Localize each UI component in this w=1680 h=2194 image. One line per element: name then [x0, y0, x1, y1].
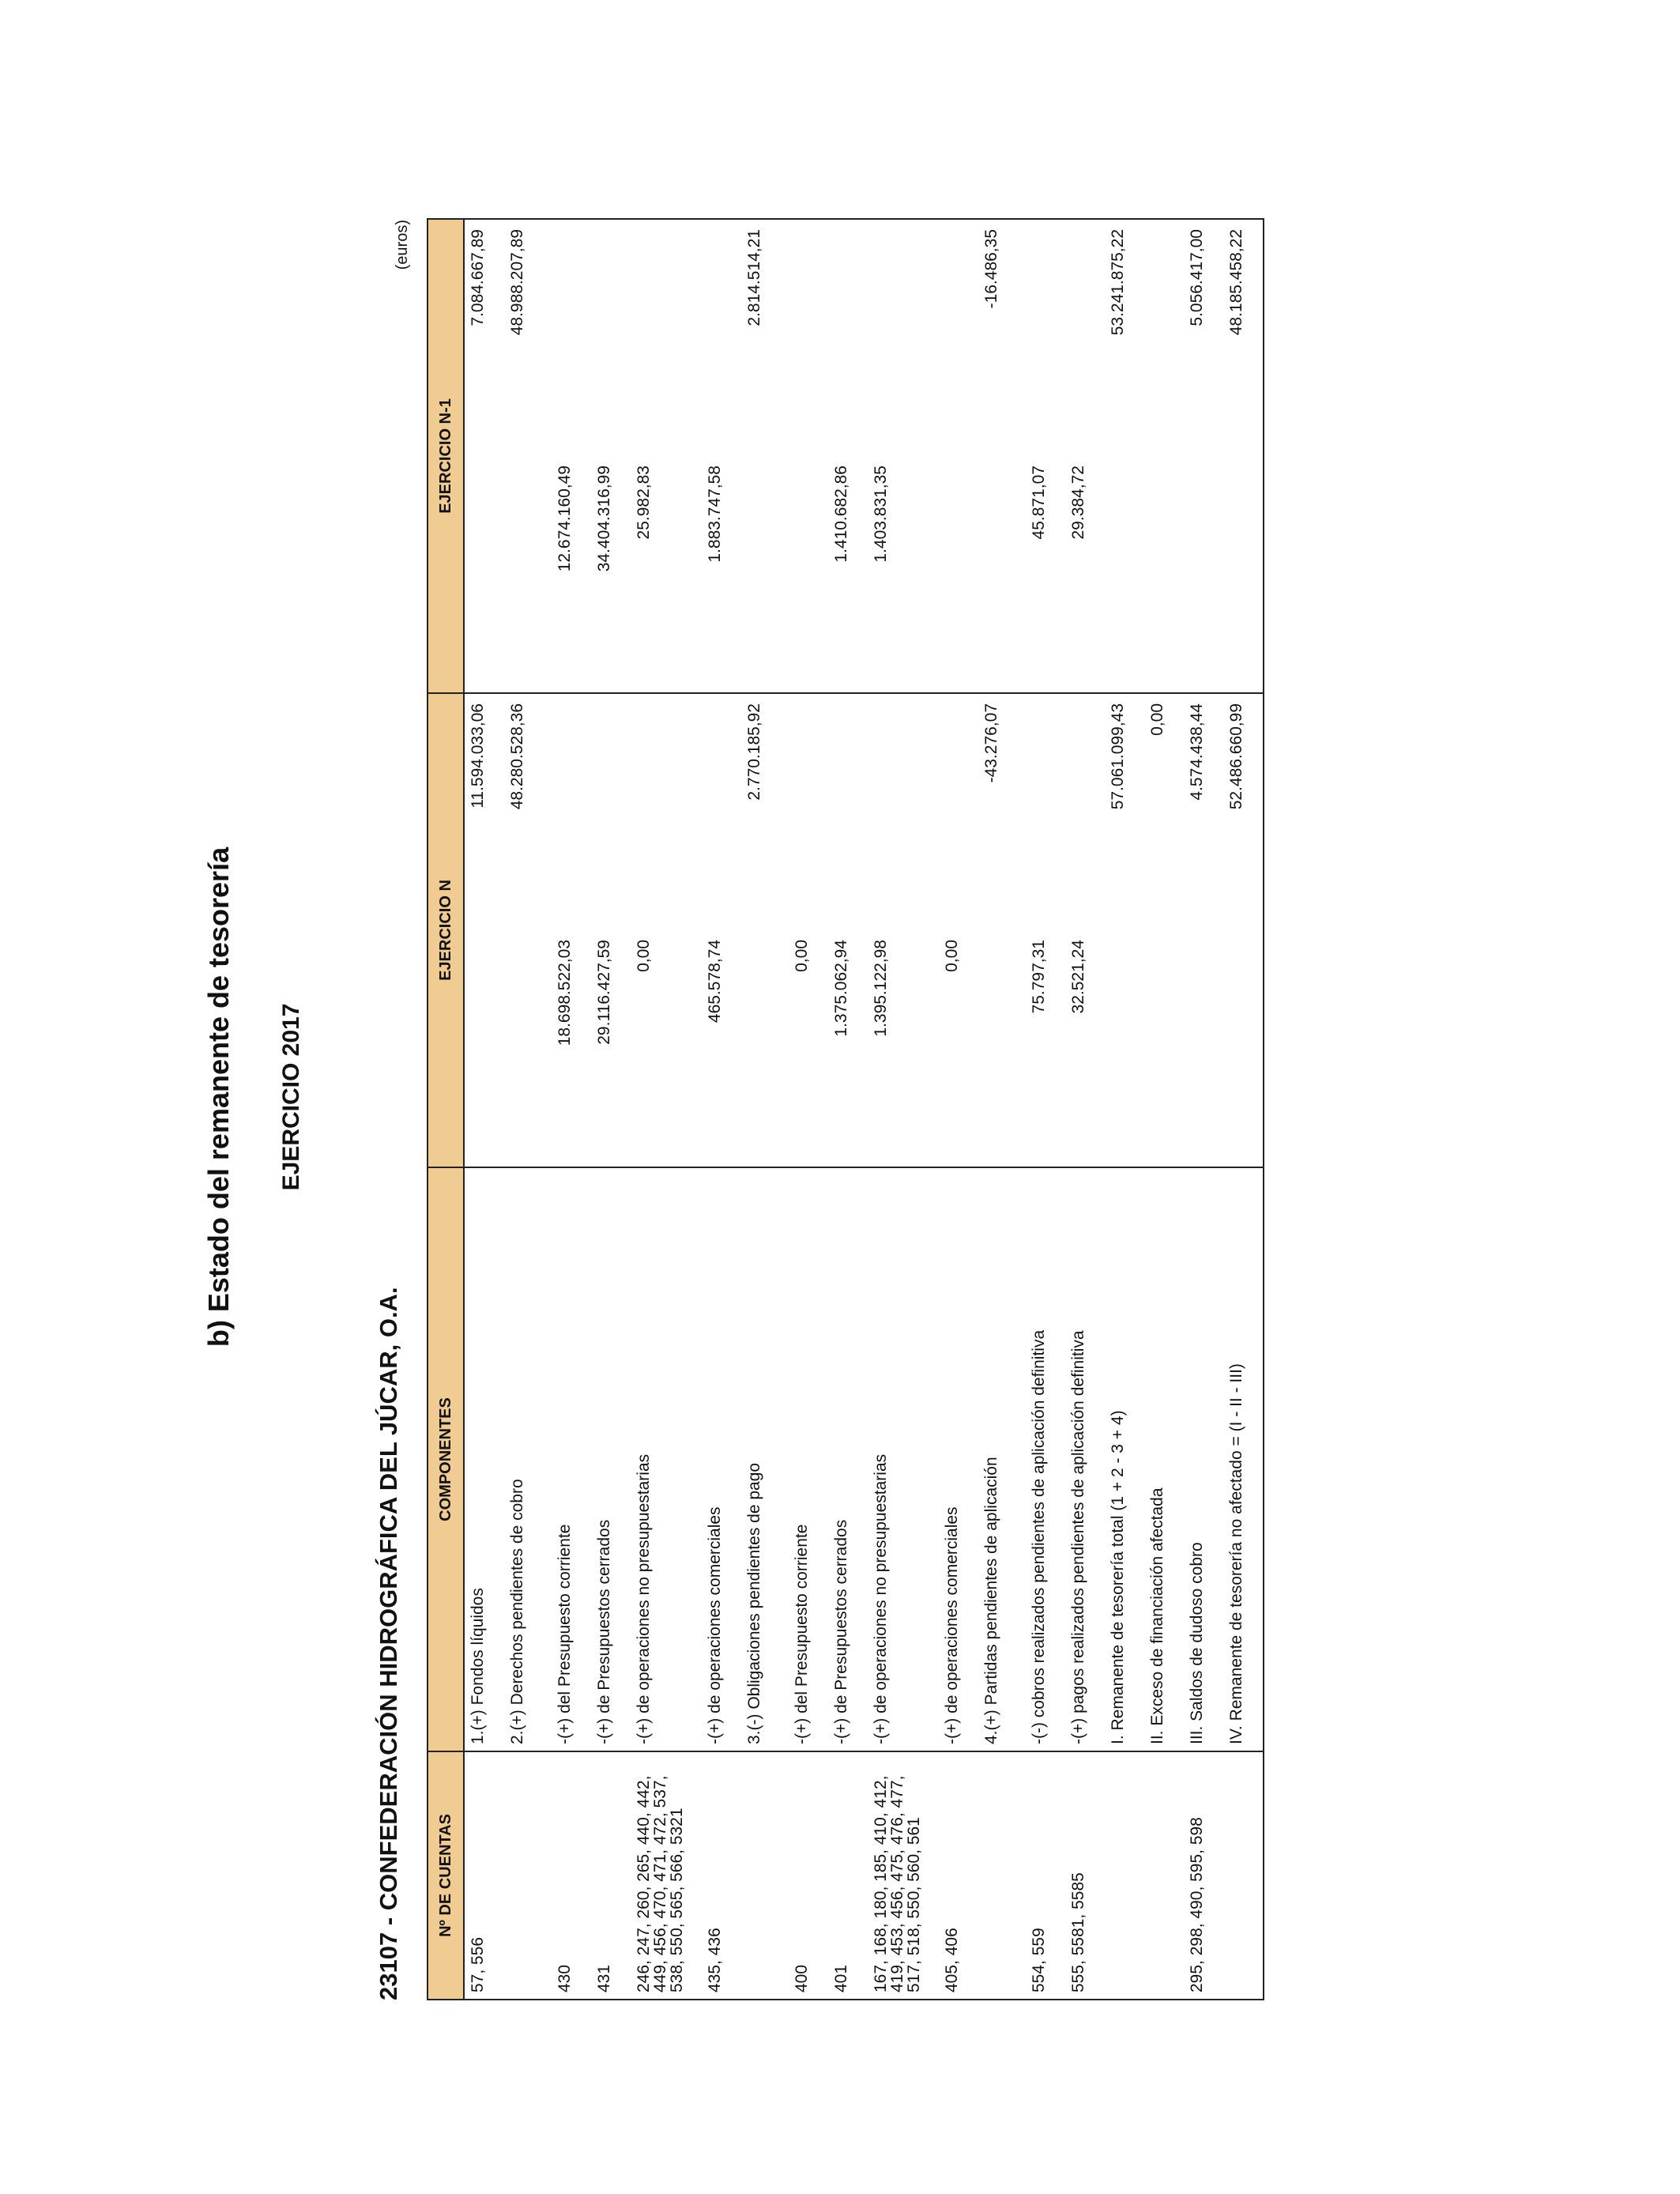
- cell-n-total: 57.061.099,43: [1105, 693, 1144, 930]
- cell-cuentas: 401: [828, 1751, 868, 2000]
- cell-n1-total: [631, 219, 702, 456]
- cell-n1-detalle: 12.674.160,49: [556, 466, 574, 572]
- exercise-title: EJERCICIO 2017: [278, 1003, 304, 1191]
- cell-cuentas: [1144, 1751, 1184, 2000]
- cell-n-detalle: 32.521,24: [1069, 940, 1087, 1014]
- cell-cuentas: 435, 436: [702, 1751, 741, 2000]
- cell-cuentas: 246, 247, 260, 265, 440, 442, 449, 456, 470, 471, 472, 537, 538, 550, 565, 566, 5321: [631, 1751, 702, 2000]
- cell-n-detalle: [741, 930, 789, 1167]
- document-title: b) Estado del remanente de tesorería: [202, 846, 235, 1348]
- header-componentes: COMPONENTES: [428, 1167, 464, 1751]
- cell-n1-detalle: 1.883.747,58: [706, 466, 724, 563]
- entity-title: 23107 - CONFEDERACIÓN HIDROGRÁFICA DEL JÚCAR, O.A.: [375, 1287, 402, 2000]
- cell-n-total: [552, 693, 591, 930]
- cell-n-total: [868, 693, 939, 930]
- cell-n-total: [631, 693, 702, 930]
- cell-n1-total: [939, 219, 978, 456]
- cell-n-total: [828, 693, 868, 930]
- cell-n-detalle: 0,00: [943, 940, 961, 972]
- cell-n1-detalle: [1223, 456, 1264, 693]
- cell-n-total: 0,00: [1144, 693, 1184, 930]
- cell-n1-total: [789, 219, 828, 456]
- cell-componente: -(+) del Presupuesto corriente: [552, 1167, 591, 1751]
- cell-n-detalle: 0,00: [793, 940, 811, 972]
- cell-n-detalle: 465.578,74: [706, 940, 724, 1023]
- cell-n-total: [1065, 693, 1105, 930]
- cell-n1-detalle: 25.982,83: [635, 466, 653, 540]
- cell-n-detalle: [504, 930, 552, 1167]
- cell-n-total: [939, 693, 978, 930]
- cell-n-total: 2.770.185,92: [741, 693, 789, 930]
- cell-cuentas: [1223, 1751, 1264, 2000]
- table-row: [631, 219, 702, 2000]
- table-row: [1105, 219, 1144, 2000]
- cell-cuentas: [504, 1751, 552, 2000]
- cell-n1-detalle: 1.410.682,86: [832, 466, 850, 563]
- table-row: [939, 219, 978, 2000]
- header-ejercicio-n1: EJERCICIO N-1: [428, 219, 464, 693]
- cell-cuentas: 167, 168, 180, 185, 410, 412, 419, 453, 456, 475, 476, 477, 517, 518, 550, 560, 561: [868, 1751, 939, 2000]
- cell-n1-total: [1065, 219, 1105, 456]
- cell-n-total: [1026, 693, 1065, 930]
- cell-cuentas: 57, 556: [464, 1751, 504, 2000]
- cell-cuentas: 555, 5581, 5585: [1065, 1751, 1105, 2000]
- header-ejercicio-n: EJERCICIO N: [428, 693, 464, 1167]
- cell-cuentas: 430: [552, 1751, 591, 2000]
- cell-n-total: [789, 693, 828, 930]
- cell-n-detalle: 0,00: [635, 940, 653, 972]
- cell-componente: -(-) cobros realizados pendientes de aplicación definitiva: [1026, 1167, 1065, 1751]
- cell-n1-total: 7.084.667,89: [464, 219, 504, 456]
- table-row: [464, 219, 504, 2000]
- cell-n1-detalle: 45.871,07: [1030, 466, 1048, 540]
- cell-n1-detalle: [741, 456, 789, 693]
- cell-n-detalle: 1.375.062,94: [832, 940, 850, 1037]
- cell-n-total: 4.574.438,44: [1184, 693, 1223, 930]
- table-row: [1026, 219, 1065, 2000]
- cell-componente: 4.(+) Partidas pendientes de aplicación: [978, 1167, 1026, 1751]
- cell-n1-total: 53.241.875,22: [1105, 219, 1144, 456]
- table-row: [741, 219, 789, 2000]
- cell-n1-detalle: 1.403.831,35: [872, 466, 890, 563]
- cell-componente: -(+) de operaciones comerciales: [939, 1167, 978, 1751]
- cell-n1-detalle: 34.404.316,99: [595, 466, 613, 572]
- cell-n-total: 11.594.033,06: [464, 693, 504, 930]
- cell-n1-detalle: [939, 456, 978, 693]
- cell-n1-detalle: [464, 456, 504, 693]
- cell-n-detalle: [1105, 930, 1144, 1167]
- cell-n-detalle: 29.116.427,59: [595, 940, 613, 1045]
- cell-cuentas: 405, 406: [939, 1751, 978, 2000]
- table-row: [868, 219, 939, 2000]
- table-row: [1223, 219, 1264, 2000]
- cell-cuentas: 400: [789, 1751, 828, 2000]
- cell-n1-total: -16.486,35: [978, 219, 1026, 456]
- cell-n1-total: 2.814.514,21: [741, 219, 789, 456]
- cell-n1-total: 5.056.417,00: [1184, 219, 1223, 456]
- cell-n1-total: 48.988.207,89: [504, 219, 552, 456]
- cell-componente: 2.(+) Derechos pendientes de cobro: [504, 1167, 552, 1751]
- cell-componente: II. Exceso de financiación afectada: [1144, 1167, 1184, 1751]
- cell-n-detalle: 1.395.122,98: [872, 940, 890, 1037]
- cell-componente: -(+) de operaciones comerciales: [702, 1167, 741, 1751]
- cell-cuentas: [741, 1751, 789, 2000]
- cell-n1-detalle: [789, 456, 828, 693]
- cell-n-detalle: [1144, 930, 1184, 1167]
- table-row: [828, 219, 868, 2000]
- unit-label: (euros): [394, 220, 411, 270]
- cell-n1-total: [591, 219, 631, 456]
- cell-cuentas: [1105, 1751, 1144, 2000]
- table-row: [1065, 219, 1105, 2000]
- cell-n-detalle: [464, 930, 504, 1167]
- table-row: [1144, 219, 1184, 2000]
- cell-n-total: 48.280.528,36: [504, 693, 552, 930]
- table-row: [702, 219, 741, 2000]
- cell-componente: -(+) del Presupuesto corriente: [789, 1167, 828, 1751]
- table-row: [591, 219, 631, 2000]
- cell-n1-detalle: [1105, 456, 1144, 693]
- table-row: [789, 219, 828, 2000]
- cell-n1-total: [1026, 219, 1065, 456]
- table-header-row: [428, 219, 464, 2000]
- cell-componente: -(+) pagos realizados pendientes de aplicación definitiva: [1065, 1167, 1105, 1751]
- cell-n1-total: [702, 219, 741, 456]
- cell-n-detalle: [1184, 930, 1223, 1167]
- table-row: [978, 219, 1026, 2000]
- cell-componente: 3.(-) Obligaciones pendientes de pago: [741, 1167, 789, 1751]
- cell-n1-total: [828, 219, 868, 456]
- cell-n1-total: [1144, 219, 1184, 456]
- table-row: [504, 219, 552, 2000]
- cell-n-detalle: [978, 930, 1026, 1167]
- cell-componente: IV. Remanente de tesorería no afectado = (I - II - III): [1223, 1167, 1264, 1751]
- cell-n1-total: [552, 219, 591, 456]
- cell-n-detalle: [1223, 930, 1264, 1167]
- cell-n-total: -43.276,07: [978, 693, 1026, 930]
- table-row: [1184, 219, 1223, 2000]
- cell-componente: III. Saldos de dudoso cobro: [1184, 1167, 1223, 1751]
- cell-componente: I. Remanente de tesorería total (1 + 2 - 3 + 4): [1105, 1167, 1144, 1751]
- cell-cuentas: 554, 559: [1026, 1751, 1065, 2000]
- cell-cuentas: 295, 298, 490, 595, 598: [1184, 1751, 1223, 2000]
- cell-n1-detalle: [1184, 456, 1223, 693]
- cell-componente: -(+) de Presupuestos cerrados: [591, 1167, 631, 1751]
- table-row: [552, 219, 591, 2000]
- cell-componente: 1.(+) Fondos líquidos: [464, 1167, 504, 1751]
- cell-componente: -(+) de operaciones no presupuestarias: [631, 1167, 702, 1751]
- cell-cuentas: 431: [591, 1751, 631, 2000]
- cell-cuentas: [978, 1751, 1026, 2000]
- cell-componente: -(+) de operaciones no presupuestarias: [868, 1167, 939, 1751]
- cell-n-detalle: 18.698.522,03: [556, 940, 574, 1046]
- cell-componente: -(+) de Presupuestos cerrados: [828, 1167, 868, 1751]
- header-cuentas: Nº DE CUENTAS: [428, 1751, 464, 2000]
- remanente-table: [427, 218, 1264, 2000]
- cell-n-total: [591, 693, 631, 930]
- cell-n-total: 52.486.660,99: [1223, 693, 1264, 930]
- cell-n1-total: 48.185.458,22: [1223, 219, 1264, 456]
- cell-n1-detalle: 29.384,72: [1069, 466, 1087, 540]
- cell-n1-total: [868, 219, 939, 456]
- cell-n1-detalle: [978, 456, 1026, 693]
- cell-n-detalle: 75.797,31: [1030, 940, 1048, 1014]
- cell-n1-detalle: [1144, 456, 1184, 693]
- cell-n1-detalle: [504, 456, 552, 693]
- table-body: [464, 219, 1264, 2000]
- cell-n-total: [702, 693, 741, 930]
